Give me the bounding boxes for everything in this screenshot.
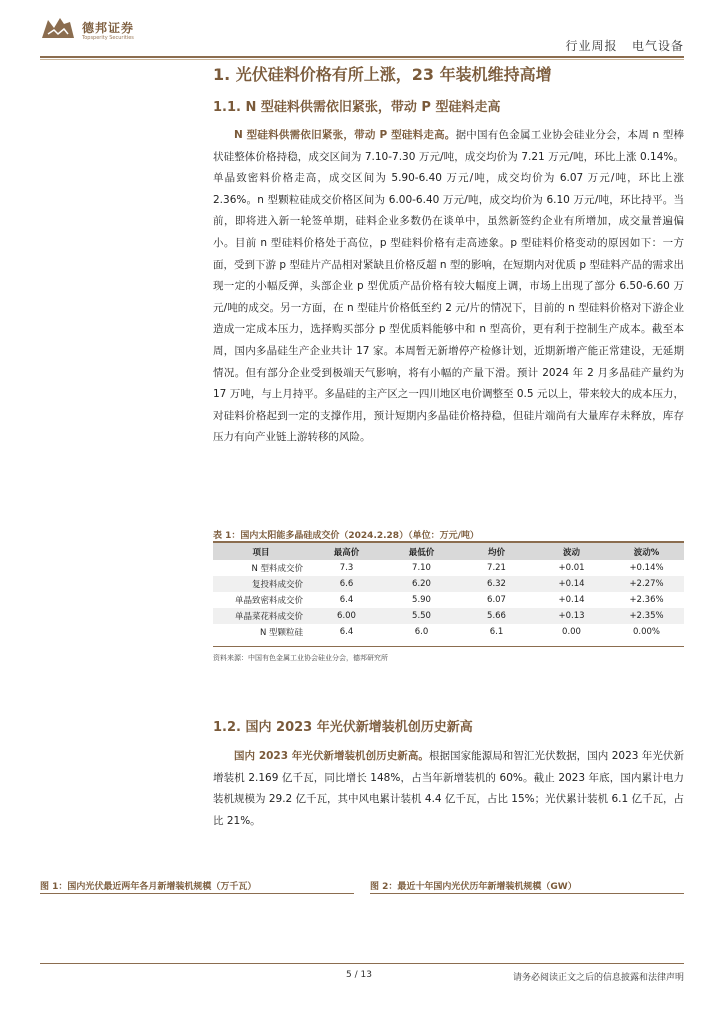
subsection-title-1-2: 1.2. 国内 2023 年光伏新增装机创历史新高 <box>213 720 473 735</box>
table-cell: 0.00% <box>632 627 660 637</box>
table-cell: +0.14% <box>629 563 664 573</box>
table-header-cell: 最高价 <box>309 543 384 560</box>
report-category: 行业周报 电气设备 <box>565 39 684 53</box>
footer-disclaimer: 请务必阅读正文之后的信息披露和法律声明 <box>512 973 684 983</box>
table-cell: +0.13 <box>534 608 609 624</box>
table-cell: 5.50 <box>384 608 459 624</box>
table-cell: 单晶菜花料成交价 <box>213 608 309 624</box>
table-cell: 6.1 <box>489 627 504 637</box>
table-cell: 6.00 <box>309 608 384 624</box>
table-row <box>213 592 684 608</box>
paragraph-lead: N 型硅料供需依旧紧张，带动 P 型硅料走高。 <box>234 129 456 141</box>
section-title: 1. 光伏硅料价格有所上涨，23 年装机维持高增 <box>213 65 552 84</box>
footer-divider <box>40 963 684 964</box>
table-cell: +0.01 <box>558 563 585 573</box>
table-header-cell: 均价 <box>459 543 534 560</box>
figure-2-title: 图 2：最近十年国内光伏历年新增装机规模（GW） <box>370 882 577 892</box>
table-cell: 6.4 <box>339 627 354 637</box>
table-cell: +0.14 <box>534 576 609 592</box>
table-bottom-rule <box>213 646 684 647</box>
figure-1-title: 图 1：国内光伏最近两年各月新增装机规模（万千瓦） <box>40 882 257 892</box>
table-cell: 6.0 <box>414 627 429 637</box>
paragraph-body: 根据国家能源局和智汇光伏数据，国内 2023 年光伏新增装机 2.169 亿千瓦，同比增长 148%，占当年新增装机的 60%。截止 2023 年底，国内累计电力装机规模为 29.2 亿千瓦，其中风电累计装机 4.4 亿千瓦，占比 15%；光伏累计装机 6.1 亿千瓦，占比 21%。 <box>213 750 684 827</box>
table-cell: 0.00 <box>562 627 581 637</box>
table-cell: +2.36% <box>629 595 664 605</box>
paragraph-lead: 国内 2023 年光伏新增装机创历史新高。 <box>234 750 429 762</box>
header-divider-thin <box>40 59 684 60</box>
table-header-cell: 波动% <box>609 543 684 560</box>
table-cell: 7.3 <box>339 563 354 573</box>
table-header-cell: 最低价 <box>384 543 459 560</box>
page-number: 5 / 13 <box>346 970 372 980</box>
brand-name-en: Topsperity Securities <box>82 35 134 41</box>
table-title: 表 1：国内太阳能多晶硅成交价（2024.2.28）（单位：万元/吨） <box>213 531 479 541</box>
company-logo-icon <box>40 14 76 42</box>
table-cell: 5.90 <box>412 595 431 605</box>
subsection-title-1-1: 1.1. N 型硅料供需依旧紧张，带动 P 型硅料走高 <box>213 100 501 115</box>
table-header-row <box>213 543 684 560</box>
table-cell: 单晶致密料成交价 <box>234 596 303 606</box>
table-cell: 7.21 <box>487 563 506 573</box>
table-cell: +2.35% <box>609 608 684 624</box>
table-cell: +0.14 <box>558 595 585 605</box>
paragraph-body: 据中国有色金属工业协会硅业分会，本周 n 型棒状硅整体价格持稳，成交区间为 7.10-7.30 万元/吨，成交均价为 7.21 万元/吨，环比上涨 0.14%。单晶致密料价格走高，成交区间为 5.90-6.40 万元/吨，成交均价为 6.07 万元/吨，环比上涨 2.36%。n 型颗粒硅成交价格区间为 6.00-6.40 万元/吨，成交均价为 6.10 万元/吨，环比持平。当前，即将进入新一轮签单期，硅料企业多数仍在谈单中，虽然新签约企业有所增加，成交量普遍偏小。目前 n 型硅料价格处于高位，p 型硅料价格有走高迹象。p 型硅料价格变动的原因如下：一方面，受到下游 p 型硅片产品相对紧缺且价格反超 n 型的影响，在短期内对优质 p 型硅料产品的需求出现一定的小幅反弹，头部企业 p 型优质产品价格有较大幅度上调，市场上出现了部分 6.50-6.60 万元/吨的成交。另一方面，在 n 型硅片价格低至约 2 元/片的情况下，目前的 n 型硅料价格对下游企业造成一定成本压力，选择购买部分 p 型优质料能够中和 n 型高价，更有利于控制生产成本。截至本周，国内多晶硅生产企业共计 17 家。本周暂无新增停产检修计划，近期新增产能正常建设，无延期情况。但有部分企业受到极端天气影响，将有小幅的产量下滑。预计 2024 年 2 月多晶硅产量约为 17 万吨，与上月持平。多晶硅的主产区之一四川地区电价调整至 0.5 元以上，带来较大的成本压力，对硅料价格起到一定的支撑作用，预计短期内多晶硅价格持稳，但硅片端尚有大量库存未释放，库存压力有向产业链上游转移的风险。 <box>213 129 684 444</box>
table-row <box>213 624 684 640</box>
table-cell: +2.27% <box>609 576 684 592</box>
silicon-price-table <box>213 543 684 640</box>
table-cell: 5.66 <box>459 608 534 624</box>
table-cell: 7.10 <box>412 563 431 573</box>
table-cell: 6.4 <box>339 595 354 605</box>
figure-1-rule <box>40 893 354 894</box>
table-source: 资料来源：中国有色金属工业协会硅业分会，德邦研究所 <box>213 654 388 662</box>
paragraph-installation <box>213 746 684 832</box>
table-header-cell: 波动 <box>534 543 609 560</box>
table-row <box>213 576 684 592</box>
table-cell: 6.32 <box>459 576 534 592</box>
paragraph-silicon-price <box>213 125 684 449</box>
header-divider <box>40 56 684 58</box>
table-row <box>213 608 684 624</box>
table-cell: 复投料成交价 <box>213 576 309 592</box>
table-row <box>213 560 684 576</box>
figure-2-rule <box>370 893 684 894</box>
table-cell: 6.07 <box>487 595 506 605</box>
brand-name-cn: 德邦证券 <box>82 21 135 35</box>
table-cell: 6.6 <box>309 576 384 592</box>
table-cell: N 型颗粒硅 <box>259 628 303 638</box>
table-cell: N 型料成交价 <box>251 564 303 574</box>
table-cell: 6.20 <box>384 576 459 592</box>
table-header-cell: 项目 <box>213 543 309 560</box>
